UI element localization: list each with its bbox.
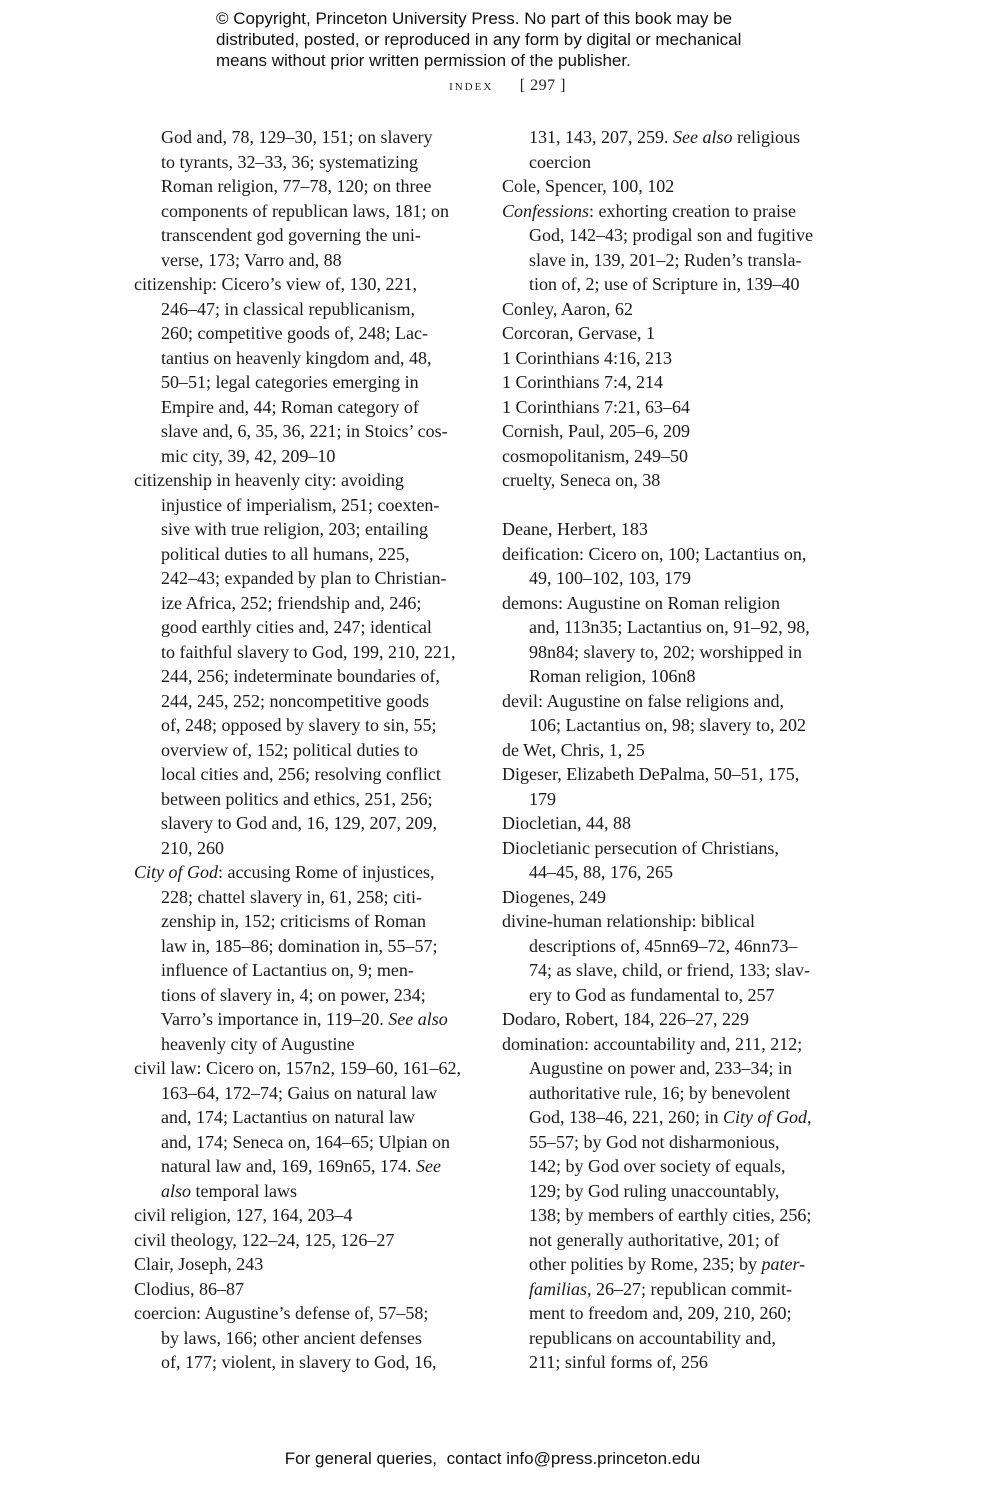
index-entry-continuation: 260; competitive goods of, 248; Lac- [161, 323, 428, 343]
copyright-notice [216, 8, 816, 71]
index-entry-continuation: between politics and ethics, 251, 256; [161, 788, 433, 809]
index-entry-continuation: 131, 143, 207, 259. See also religious [529, 127, 800, 147]
index-entry-continuation: natural law and, 169, 169n65, 174. See [161, 1156, 441, 1176]
index-entry-continuation: ery to God as fundamental to, 257 [529, 984, 775, 1005]
index-entry: Dodaro, Robert, 184, 226–27, 229 [502, 1009, 749, 1029]
index-entry-continuation: political duties to all humans, 225, [161, 543, 410, 564]
index-entry-continuation: 50–51; legal categories emerging in [161, 372, 419, 392]
index-entry-continuation: 142; by God over society of equals, [529, 1156, 786, 1176]
index-entry-continuation: God and, 78, 129–30, 151; on slavery [161, 127, 433, 147]
running-head-label: index [449, 78, 494, 94]
index-entry: 1 Corinthians 7:4, 214 [502, 372, 663, 392]
copyright-line: © Copyright, Princeton University Press. No part of this book may be [216, 9, 733, 28]
index-entry-continuation: components of republican laws, 181; on [161, 200, 449, 221]
index-entry: Conley, Aaron, 62 [502, 298, 633, 319]
index-entry-continuation: slave in, 139, 201–2; Ruden’s transla- [529, 249, 802, 270]
copyright-line: distributed, posted, or reproduced in any form by digital or mechanical [216, 30, 742, 49]
index-entry-continuation: authoritative rule, 16; by benevolent [529, 1082, 791, 1103]
index-entry: coercion: Augustine’s defense of, 57–58; [134, 1303, 429, 1323]
copyright-line: means without prior written permission of the publisher. [216, 51, 631, 70]
index-entry: City of God: accusing Rome of injustices, [134, 862, 435, 882]
index-entry-continuation: of, 248; opposed by slavery to sin, 55; [161, 715, 437, 735]
index-entry-continuation: tions of slavery in, 4; on power, 234; [161, 984, 426, 1005]
index-entry-continuation: 106; Lactantius on, 98; slavery to, 202 [529, 715, 806, 735]
index-entry-continuation: God, 138–46, 221, 260; in City of God, [529, 1107, 812, 1127]
index-entry: Diocletianic persecution of Christians, [502, 837, 779, 858]
index-entry-continuation: 98n84; slavery to, 202; worshipped in [529, 641, 802, 662]
index-entry-continuation: to tyrants, 32–33, 36; systematizing [161, 151, 418, 172]
index-entry-continuation: 211; sinful forms of, 256 [529, 1352, 708, 1372]
page-number: [ 297 ] [519, 77, 566, 94]
index-entry-continuation: of, 177; violent, in slavery to God, 16, [161, 1352, 437, 1372]
index-entry-continuation: also temporal laws [161, 1180, 297, 1201]
index-entry-continuation: descriptions of, 45nn69–72, 46nn73– [529, 935, 798, 956]
index-entry: demons: Augustine on Roman religion [502, 592, 780, 613]
footer-contact-text[interactable]: contact info@press.princeton.edu [446, 1449, 701, 1468]
index-entry: Digeser, Elizabeth DePalma, 50–51, 175, [502, 764, 800, 784]
index-entry-continuation: Augustine on power and, 233–34; in [529, 1058, 792, 1078]
index-entry: divine-human relationship: biblical [502, 911, 755, 931]
index-entry-continuation: tion of, 2; use of Scripture in, 139–40 [529, 274, 800, 294]
index-entry: Deane, Herbert, 183 [502, 519, 648, 539]
index-entry-continuation: to faithful slavery to God, 199, 210, 221, [161, 641, 456, 662]
index-entry-continuation: 163–64, 172–74; Gaius on natural law [161, 1082, 437, 1103]
index-entry-continuation: Roman religion, 106n8 [529, 666, 696, 686]
index-column-right [502, 125, 847, 1375]
index-entry-continuation: 44–45, 88, 176, 265 [529, 862, 673, 882]
index-entry-continuation: transcendent god governing the uni- [161, 225, 421, 245]
index-entry-continuation: and, 113n35; Lactantius on, 91–92, 98, [529, 617, 810, 637]
index-entry-continuation: 55–57; by God not disharmonious, [529, 1131, 780, 1152]
index-entry-continuation: slavery to God and, 16, 129, 207, 209, [161, 813, 437, 833]
index-entry-continuation: slave and, 6, 35, 36, 221; in Stoics’ cos- [161, 421, 448, 441]
index-entry-continuation: overview of, 152; political duties to [161, 739, 418, 760]
index-entry-continuation: mic city, 39, 42, 209–10 [161, 445, 336, 466]
index-entry-continuation: zenship in, 152; criticisms of Roman [161, 911, 426, 931]
index-entry-continuation: coercion [529, 151, 591, 172]
index-entry-continuation: not generally authoritative, 201; of [529, 1229, 780, 1250]
index-entry: Diogenes, 249 [502, 886, 606, 907]
index-entry-continuation: verse, 173; Varro and, 88 [161, 249, 342, 270]
index-entry: Cole, Spencer, 100, 102 [502, 176, 675, 196]
index-entry-continuation: law in, 185–86; domination in, 55–57; [161, 935, 438, 956]
index-entry-continuation: 210, 260 [161, 837, 224, 858]
index-entry-continuation: 74; as slave, child, or friend, 133; slav- [529, 960, 810, 980]
index-column-left [134, 125, 479, 1375]
index-entry: 1 Corinthians 7:21, 63–64 [502, 396, 690, 417]
index-entry: citizenship: Cicero’s view of, 130, 221, [134, 274, 417, 294]
index-entry-continuation: good earthly cities and, 247; identical [161, 617, 432, 637]
index-entry-continuation: and, 174; Seneca on, 164–65; Ulpian on [161, 1131, 450, 1152]
index-entry-continuation: republicans on accountability and, [529, 1327, 776, 1348]
index-entry-continuation: 244, 256; indeterminate boundaries of, [161, 666, 440, 686]
index-entry-continuation: God, 142–43; prodigal son and fugitive [529, 225, 813, 245]
index-entry: de Wet, Chris, 1, 25 [502, 739, 645, 760]
index-entry-continuation: injustice of imperialism, 251; coexten- [161, 494, 440, 515]
footer-label: For general queries, [284, 1449, 437, 1468]
index-entry-continuation: 246–47; in classical republicanism, [161, 298, 415, 319]
index-entry-continuation: 242–43; expanded by plan to Christian- [161, 568, 447, 588]
footer-contact [0, 1449, 985, 1469]
running-head [0, 77, 985, 95]
index-entry: civil theology, 122–24, 125, 126–27 [134, 1229, 395, 1250]
index-entry: civil law: Cicero on, 157n2, 159–60, 161–62, [134, 1058, 461, 1078]
index-entry-continuation: 244, 245, 252; noncompetitive goods [161, 690, 429, 711]
index-entry-continuation: 138; by members of earthly cities, 256; [529, 1205, 812, 1225]
index-entry-continuation: by laws, 166; other ancient defenses [161, 1327, 422, 1348]
index-entry-continuation: ment to freedom and, 209, 210, 260; [529, 1303, 792, 1323]
index-entry-continuation: other polities by Rome, 235; by pater- [529, 1254, 806, 1274]
index-entry-continuation: and, 174; Lactantius on natural law [161, 1107, 415, 1127]
index-entry: deification: Cicero on, 100; Lactantius on, [502, 543, 807, 564]
index-entry-continuation: ize Africa, 252; friendship and, 246; [161, 592, 422, 613]
index-entry [502, 493, 847, 518]
index-entry-continuation: familias, 26–27; republican commit- [529, 1278, 792, 1299]
index-entry-continuation: 49, 100–102, 103, 179 [529, 568, 691, 588]
index-entry: Diocletian, 44, 88 [502, 813, 631, 833]
index-entry-continuation: Roman religion, 77–78, 120; on three [161, 176, 432, 196]
index-entry-continuation: local cities and, 256; resolving conflict [161, 764, 441, 784]
index-entry: domination: accountability and, 211, 212; [502, 1033, 803, 1054]
index-entry-continuation: 179 [529, 788, 556, 809]
index-entry-continuation: Empire and, 44; Roman category of [161, 396, 419, 417]
index-entry: Clair, Joseph, 243 [134, 1254, 264, 1274]
index-entry-continuation: sive with true religion, 203; entailing [161, 519, 428, 539]
index-entry-continuation: 228; chattel slavery in, 61, 258; citi- [161, 886, 422, 907]
index-entry: 1 Corinthians 4:16, 213 [502, 347, 672, 368]
index-entry: citizenship in heavenly city: avoiding [134, 470, 404, 490]
index-entry: Corcoran, Gervase, 1 [502, 323, 655, 343]
index-entry: civil religion, 127, 164, 203–4 [134, 1205, 353, 1225]
index-entry: Clodius, 86–87 [134, 1278, 245, 1299]
index-entry-continuation: tantius on heavenly kingdom and, 48, [161, 347, 432, 368]
index-entry-continuation: heavenly city of Augustine [161, 1033, 355, 1054]
index-entry: cruelty, Seneca on, 38 [502, 470, 661, 490]
index-entry: Cornish, Paul, 205–6, 209 [502, 421, 691, 441]
index-entry: Confessions: exhorting creation to praise [502, 200, 796, 221]
index-entry-continuation: 129; by God ruling unaccountably, [529, 1180, 780, 1201]
index-entry-continuation: influence of Lactantius on, 9; men- [161, 960, 414, 980]
index-entry: cosmopolitanism, 249–50 [502, 445, 688, 466]
index-entry: devil: Augustine on false religions and, [502, 690, 784, 711]
index-entry-continuation: Varro’s importance in, 119–20. See also [161, 1009, 448, 1029]
